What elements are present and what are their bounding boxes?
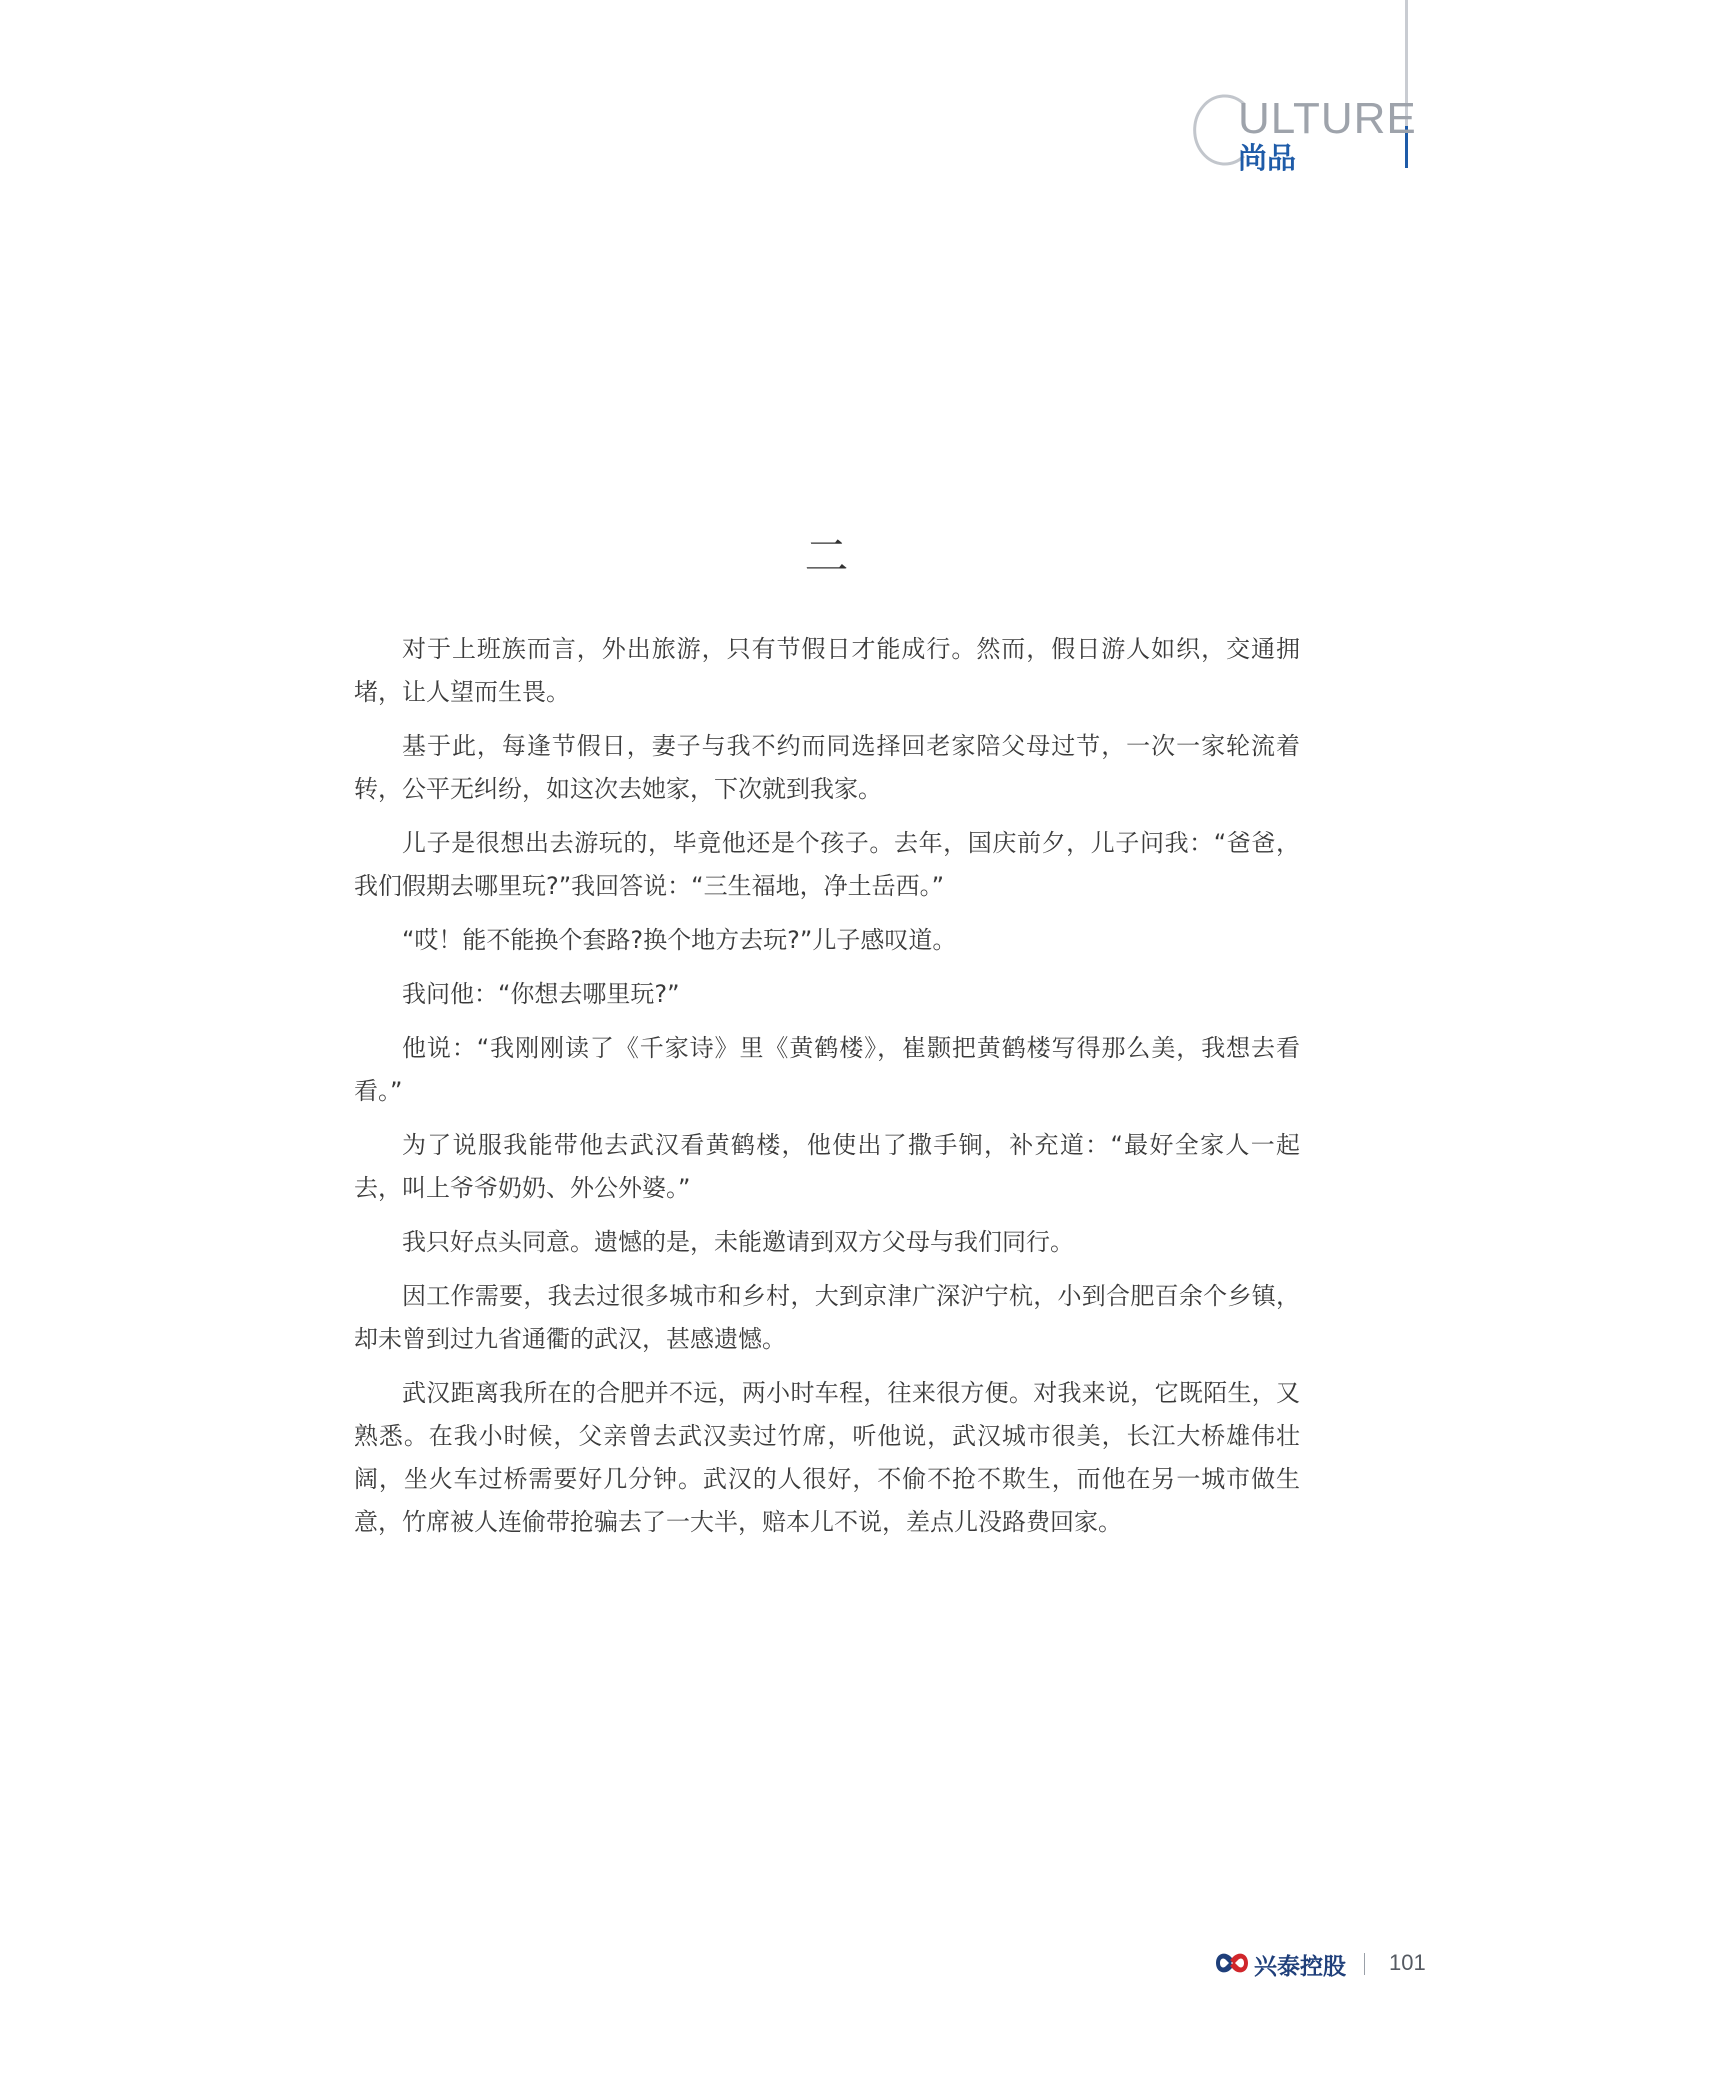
article-paragraph: 我问他：“你想去哪里玩?” — [402, 980, 680, 1008]
xingtai-logo-icon — [1212, 1948, 1252, 1978]
article-paragraph: 为了说服我能带他去武汉看黄鹤楼，他使出了撒手锏，补充道：“最好全家人一起去，叫上爷爷奶奶、外公外婆。” — [354, 1131, 1300, 1202]
article-body — [354, 628, 1300, 1555]
culture-word: ULTURE — [1238, 94, 1417, 143]
culture-section-logo — [1192, 92, 1417, 175]
page-footer — [1212, 1944, 1452, 1984]
footer-brand-name: 兴泰控股 — [1254, 1954, 1346, 1980]
article-paragraph: 对于上班族而言，外出旅游，只有节假日才能成行。然而，假日游人如织，交通拥堵，让人望而生畏。 — [354, 635, 1300, 706]
footer-separator — [1364, 1953, 1365, 1975]
page-number: 101 — [1389, 1950, 1426, 1975]
article-paragraph: 武汉距离我所在的合肥并不远，两小时车程，往来很方便。对我来说，它既陌生，又熟悉。在我小时候，父亲曾去武汉卖过竹席，听他说，武汉城市很美，长江大桥雄伟壮阔，坐火车过桥需要好几分钟。武汉的人很好，不偷不抢不欺生，而他在另一城市做生意，竹席被人连偷带抢骗去了一大半，赔本儿不说，差点儿没路费回家。 — [354, 1379, 1300, 1536]
article-paragraph: 儿子是很想出去游玩的，毕竟他还是个孩子。去年，国庆前夕，儿子问我：“爸爸，我们假期去哪里玩?”我回答说：“三生福地，净土岳西。” — [354, 829, 1300, 900]
section-heading: 二 — [804, 531, 849, 582]
section-name-cn: 尚品 — [1238, 141, 1297, 175]
article-paragraph: 因工作需要，我去过很多城市和乡村，大到京津广深沪宁杭，小到合肥百余个乡镇，却未曾到过九省通衢的武汉，甚感遗憾。 — [354, 1282, 1300, 1353]
article-paragraph: “哎！能不能换个套路?换个地方去玩?”儿子感叹道。 — [402, 926, 957, 954]
article-paragraph: 基于此，每逢节假日，妻子与我不约而同选择回老家陪父母过节，一次一家轮流着转，公平无纠纷，如这次去她家，下次就到我家。 — [354, 732, 1300, 803]
article-paragraph: 他说：“我刚刚读了《千家诗》里《黄鹤楼》，崔颢把黄鹤楼写得那么美，我想去看看。” — [354, 1034, 1300, 1105]
article-paragraph: 我只好点头同意。遗憾的是，未能邀请到双方父母与我们同行。 — [402, 1228, 1074, 1256]
